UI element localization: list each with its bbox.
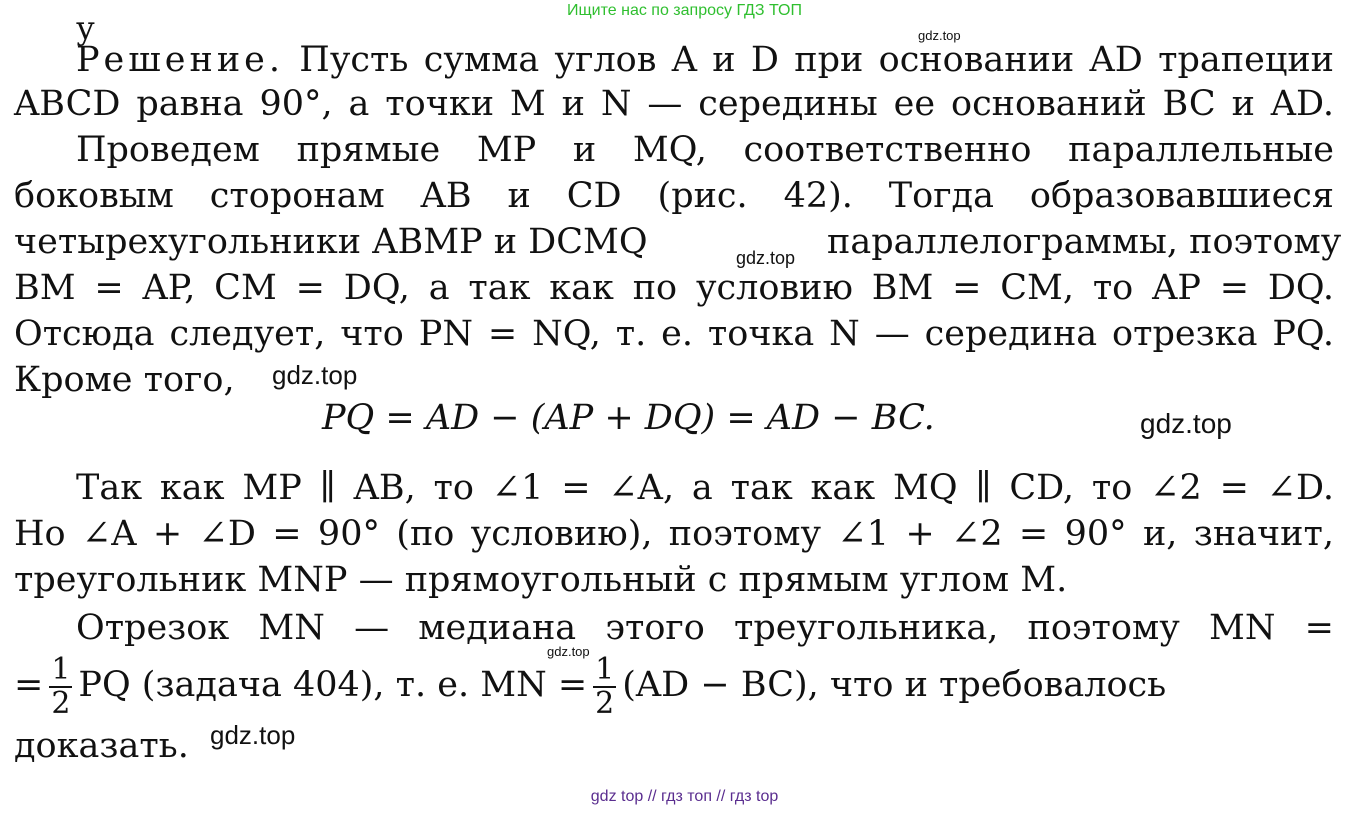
watermark: gdz.top <box>918 28 961 43</box>
text-span: треугольник MNP — прямоугольный с прямым углом M. <box>14 560 1068 600</box>
fraction-denominator: 2 <box>51 685 71 721</box>
watermark: gdz.top <box>736 248 796 268</box>
text-span: Пусть сумма углов A и D при основании AD трапеции <box>284 40 1334 80</box>
text-line <box>76 468 1334 508</box>
text-line <box>76 608 1334 648</box>
fraction-one-half <box>593 651 616 721</box>
watermark: gdz.top <box>1140 408 1232 439</box>
text-line <box>76 130 1334 170</box>
text-span: четырехугольники ABMP и DCMQ <box>14 222 648 262</box>
text-span: BM = AP, CM = DQ, а так как по условию BM = CM, то AP = DQ. <box>14 268 1334 308</box>
text-span: = <box>14 665 44 705</box>
watermark: gdz.top <box>547 644 590 659</box>
fraction-one-half <box>49 651 72 721</box>
text-line <box>14 268 1334 308</box>
text-line <box>14 652 1166 722</box>
formula <box>322 398 935 438</box>
text-line <box>14 84 1334 124</box>
text-span: PQ (задача 404), т. е. MN = <box>78 665 588 705</box>
solution-heading: Решение. <box>76 40 285 80</box>
top-banner-link[interactable]: Ищите нас по запросу ГДЗ ТОП <box>567 2 802 19</box>
text-line <box>14 222 1342 268</box>
fraction-numerator: 1 <box>51 651 71 687</box>
formula-text: PQ = AD − (AP + DQ) = AD − BC. <box>322 398 935 438</box>
text-span: параллелограммы, поэтому <box>827 222 1342 262</box>
text-span: Так как MP ∥ AB, то ∠1 = ∠A, а так как MQ ∥ CD, то ∠2 = ∠D. <box>76 468 1334 508</box>
text-line <box>14 176 1334 216</box>
text-span: Отсюда следует, что PN = NQ, т. е. точка N — середина отрезка PQ. <box>14 314 1334 354</box>
text-line <box>14 726 189 766</box>
text-line <box>14 514 1334 554</box>
text-span: Но ∠A + ∠D = 90° (по условию), поэтому ∠1 + ∠2 = 90° и, значит, <box>14 514 1334 554</box>
text-line <box>14 314 1334 354</box>
text-line <box>14 360 235 400</box>
text-span: Отрезок MN — медиана этого треугольника, поэтому MN = <box>76 608 1334 648</box>
text-span: (AD − BC), что и требовалось <box>622 665 1167 705</box>
cut-off-glyph: у <box>76 9 95 47</box>
text-span: боковым сторонам AB и CD (рис. 42). Тогда образовавшиеся <box>14 176 1334 216</box>
text-span: Проведем прямые MP и MQ, соответственно параллельные <box>76 130 1334 170</box>
text-line <box>14 560 1067 600</box>
text-span: доказать. <box>14 726 189 766</box>
watermark: gdz.top <box>210 720 296 750</box>
fraction-denominator: 2 <box>595 685 615 721</box>
watermark: gdz.top <box>272 360 358 390</box>
text-span: ABCD равна 90°, а точки M и N — середины ее оснований BC и AD. <box>14 84 1334 124</box>
text-line <box>76 40 1334 80</box>
fraction-numerator: 1 <box>595 651 615 687</box>
footer-links[interactable]: gdz top // гдз топ // гдз top <box>590 788 779 805</box>
text-span: Кроме того, <box>14 360 235 400</box>
